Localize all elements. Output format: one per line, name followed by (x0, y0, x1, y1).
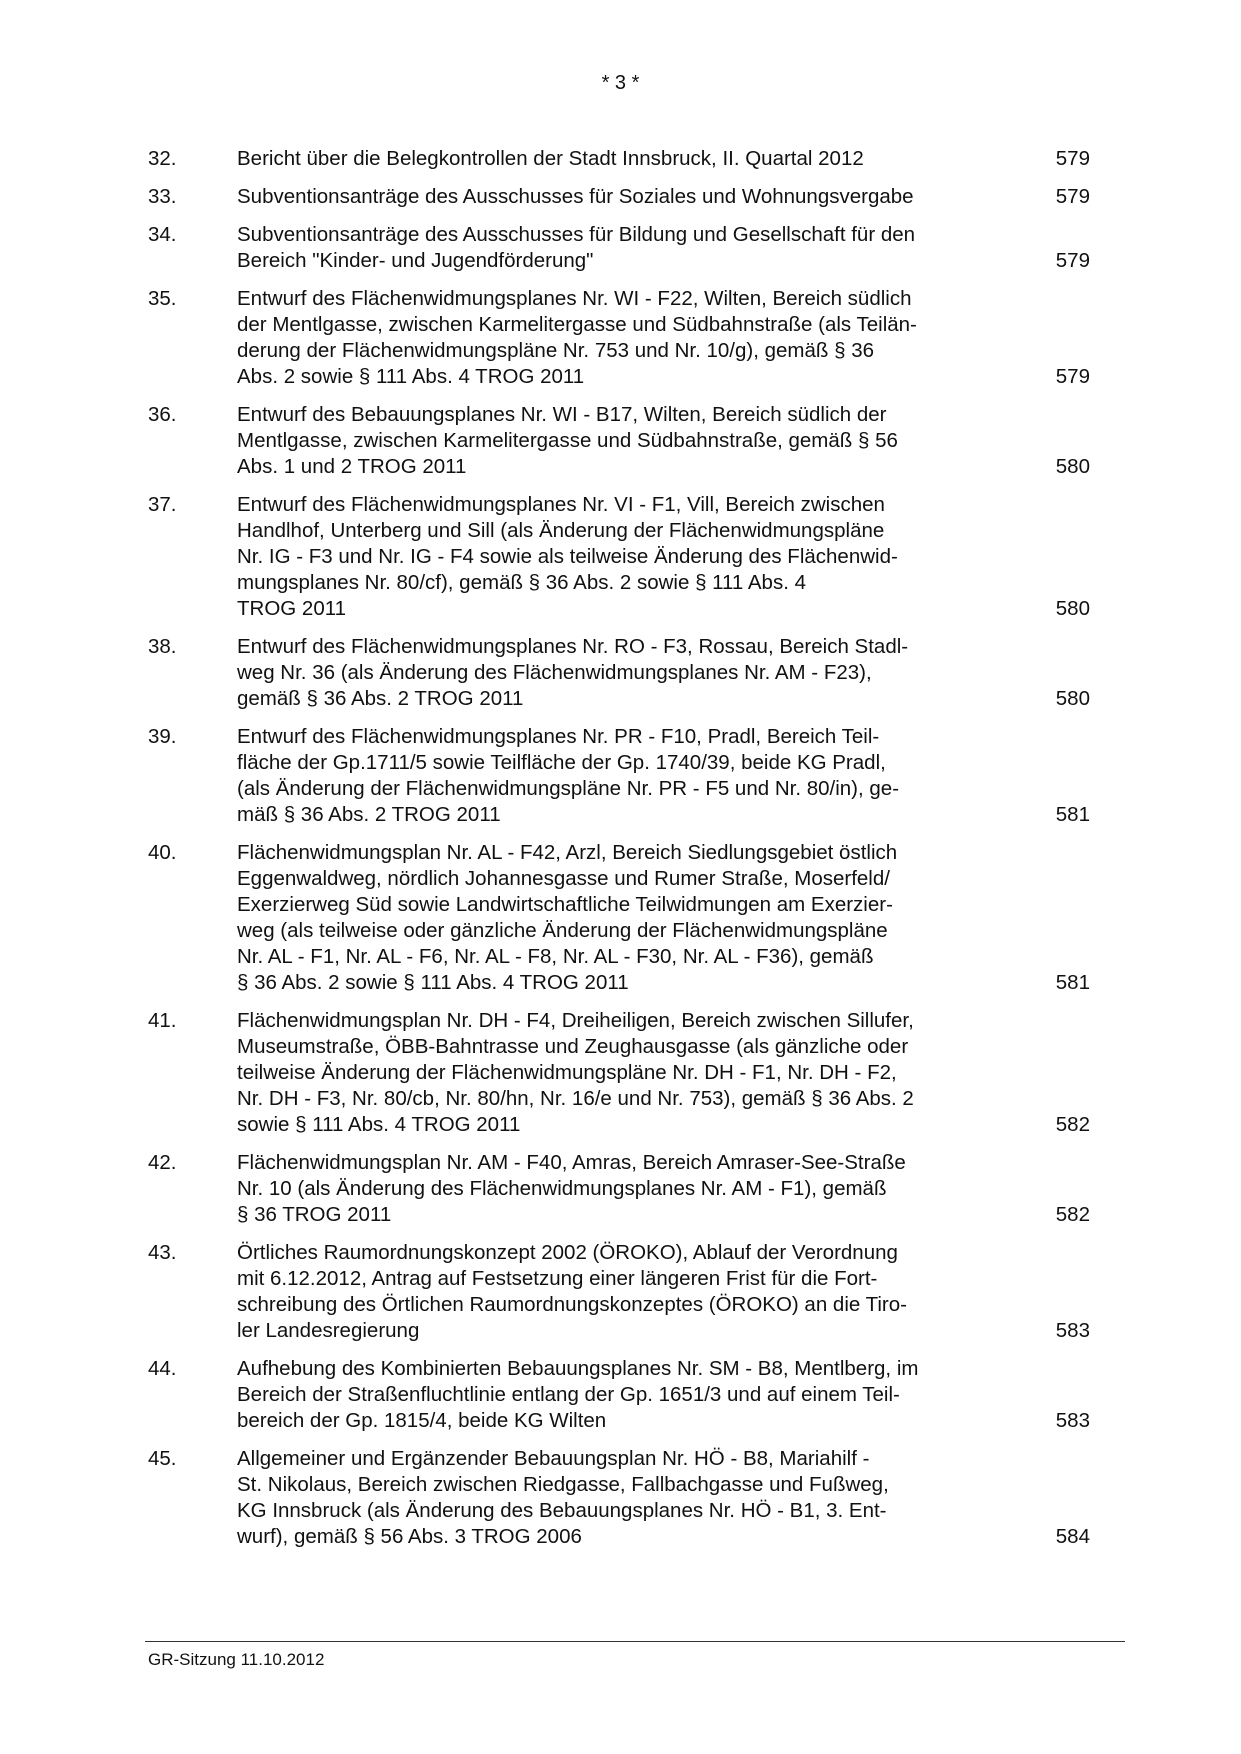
entry-page-number: 580 (1055, 597, 1090, 620)
entry-number: 41. (148, 1009, 177, 1032)
entry-page-number: 583 (1055, 1319, 1090, 1342)
entry-page-number: 579 (1055, 249, 1090, 272)
entry-title: Flächenwidmungsplan Nr. AM - F40, Amras, Bereich Amraser-See-Straße Nr. 10 (als Änderung des Flächenwidmungsplanes Nr. AM - F1), gemäß § 36 TROG 2011 (237, 1151, 906, 1226)
page-number: * 3 * (601, 72, 640, 94)
entry-number: 37. (148, 493, 177, 516)
toc-entry-32 (148, 146, 1090, 172)
entry-number: 34. (148, 223, 177, 246)
entry-page-number: 581 (1055, 971, 1090, 994)
entry-title: Subventionsanträge des Ausschusses für Bildung und Gesellschaft für den Bereich "Kinder- und Jugendförderung" (237, 223, 916, 272)
entry-title: Allgemeiner und Ergänzender Bebauungsplan Nr. HÖ - B8, Mariahilf - St. Nikolaus, Bereich zwischen Riedgasse, Fallbachgasse und Fußweg, KG Innsbruck (als Änderung des Bebauungsplanes Nr. HÖ - B1, 3. Ent- wurf), gemäß § 56 Abs. 3 TROG 2006 (237, 1447, 889, 1548)
toc-entry-40 (148, 840, 1090, 996)
toc-entry-34 (148, 222, 1090, 274)
entry-page-number: 580 (1055, 687, 1090, 710)
entry-title: Flächenwidmungsplan Nr. AL - F42, Arzl, Bereich Siedlungsgebiet östlich Eggenwaldweg, nördlich Johannesgasse und Rumer Straße, Moserfeld/ Exerzierweg Süd sowie Landwirtschaftliche Teilwidmungen am Exerzier- weg (als teilweise oder gänzliche Änderung der Flächenwidmungspläne Nr. AL - F1, Nr. AL - F6, Nr. AL - F8, Nr. AL - F30, Nr. AL - F36), gemäß § 36 Abs. 2 sowie § 111 Abs. 4 TROG 2011 (237, 841, 898, 994)
entry-number: 42. (148, 1151, 177, 1174)
entry-number: 43. (148, 1241, 177, 1264)
entry-page-number: 582 (1055, 1203, 1090, 1226)
entry-page-number: 584 (1055, 1525, 1090, 1548)
entry-page-number: 580 (1055, 455, 1090, 478)
entry-page-number: 579 (1055, 365, 1090, 388)
toc-entry-39 (148, 724, 1090, 828)
toc-entry-33 (148, 184, 1090, 210)
entry-page-number: 583 (1055, 1409, 1090, 1432)
toc-entry-41 (148, 1008, 1090, 1138)
entry-title: Bericht über die Belegkontrollen der Stadt Innsbruck, II. Quartal 2012 (237, 147, 864, 170)
toc-entry-44 (148, 1356, 1090, 1434)
entry-page-number: 579 (1055, 185, 1090, 208)
entry-page-number: 579 (1055, 147, 1090, 170)
entry-title: Entwurf des Flächenwidmungsplanes Nr. WI - F22, Wilten, Bereich südlich der Mentlgasse, zwischen Karmelitergasse und Südbahnstraße (als Teilän- derung der Flächenwidmungspläne Nr. 753 und Nr. 10/g), gemäß § 36 Abs. 2 sowie § 111 Abs. 4 TROG 2011 (237, 287, 917, 388)
entry-number: 39. (148, 725, 177, 748)
entry-title: Entwurf des Flächenwidmungsplanes Nr. PR - F10, Pradl, Bereich Teil- fläche der Gp.1711/5 sowie Teilfläche der Gp. 1740/39, beide KG Pradl, (als Änderung der Flächenwidmungspläne Nr. PR - F5 und Nr. 80/in), ge- mäß § 36 Abs. 2 TROG 2011 (237, 725, 900, 826)
entry-title: Örtliches Raumordnungskonzept 2002 (ÖROKO), Ablauf der Verordnung mit 6.12.2012, Antrag auf Festsetzung einer längeren Frist für die Fort- schreibung des Örtlichen Raumordnungskonzeptes (ÖROKO) an die Tiro- ler Landesregierung (237, 1241, 907, 1342)
entry-number: 33. (148, 185, 177, 208)
entry-title: Flächenwidmungsplan Nr. DH - F4, Dreiheiligen, Bereich zwischen Sillufer, Museumstraße, ÖBB-Bahntrasse und Zeughausgasse (als gänzliche oder teilweise Änderung der Flächenwidmungspläne Nr. DH - F1, Nr. DH - F2, Nr. DH - F3, Nr. 80/cb, Nr. 80/hn, Nr. 16/e und Nr. 753), gemäß § 36 Abs. 2 sowie § 111 Abs. 4 TROG 2011 (237, 1009, 914, 1136)
toc-entry-43 (148, 1240, 1090, 1344)
entry-title: Entwurf des Bebauungsplanes Nr. WI - B17, Wilten, Bereich südlich der Mentlgasse, zwischen Karmelitergasse und Südbahnstraße, gemäß § 56 Abs. 1 und 2 TROG 2011 (237, 403, 898, 478)
toc-entry-38 (148, 634, 1090, 712)
entry-number: 45. (148, 1447, 177, 1470)
entry-title: Subventionsanträge des Ausschusses für Soziales und Wohnungsvergabe (237, 185, 914, 208)
entry-number: 36. (148, 403, 177, 426)
entry-title: Entwurf des Flächenwidmungsplanes Nr. RO - F3, Rossau, Bereich Stadl- weg Nr. 36 (als Änderung des Flächenwidmungsplanes Nr. AM - F23), gemäß § 36 Abs. 2 TROG 2011 (237, 635, 909, 710)
footer-session-label: GR-Sitzung 11.10.2012 (148, 1650, 325, 1669)
footer-divider (145, 1641, 1125, 1642)
toc-entry-36 (148, 402, 1090, 480)
entry-number: 38. (148, 635, 177, 658)
entry-number: 40. (148, 841, 177, 864)
entry-page-number: 582 (1055, 1113, 1090, 1136)
entry-number: 44. (148, 1357, 177, 1380)
table-of-contents (148, 146, 1090, 1562)
toc-entry-42 (148, 1150, 1090, 1228)
toc-entry-45 (148, 1446, 1090, 1550)
entry-page-number: 581 (1055, 803, 1090, 826)
entry-number: 35. (148, 287, 177, 310)
entry-title: Aufhebung des Kombinierten Bebauungsplanes Nr. SM - B8, Mentlberg, im Bereich der Straßenfluchtlinie entlang der Gp. 1651/3 und auf einem Teil- bereich der Gp. 1815/4, beide KG Wilten (237, 1357, 919, 1432)
toc-entry-37 (148, 492, 1090, 622)
entry-title: Entwurf des Flächenwidmungsplanes Nr. VI - F1, Vill, Bereich zwischen Handlhof, Unterberg und Sill (als Änderung der Flächenwidmungspläne Nr. IG - F3 und Nr. IG - F4 sowie als teilweise Änderung des Flächenwid- mungsplanes Nr. 80/cf), gemäß § 36 Abs. 2 sowie § 111 Abs. 4 TROG 2011 (237, 493, 898, 620)
entry-number: 32. (148, 147, 177, 170)
toc-entry-35 (148, 286, 1090, 390)
